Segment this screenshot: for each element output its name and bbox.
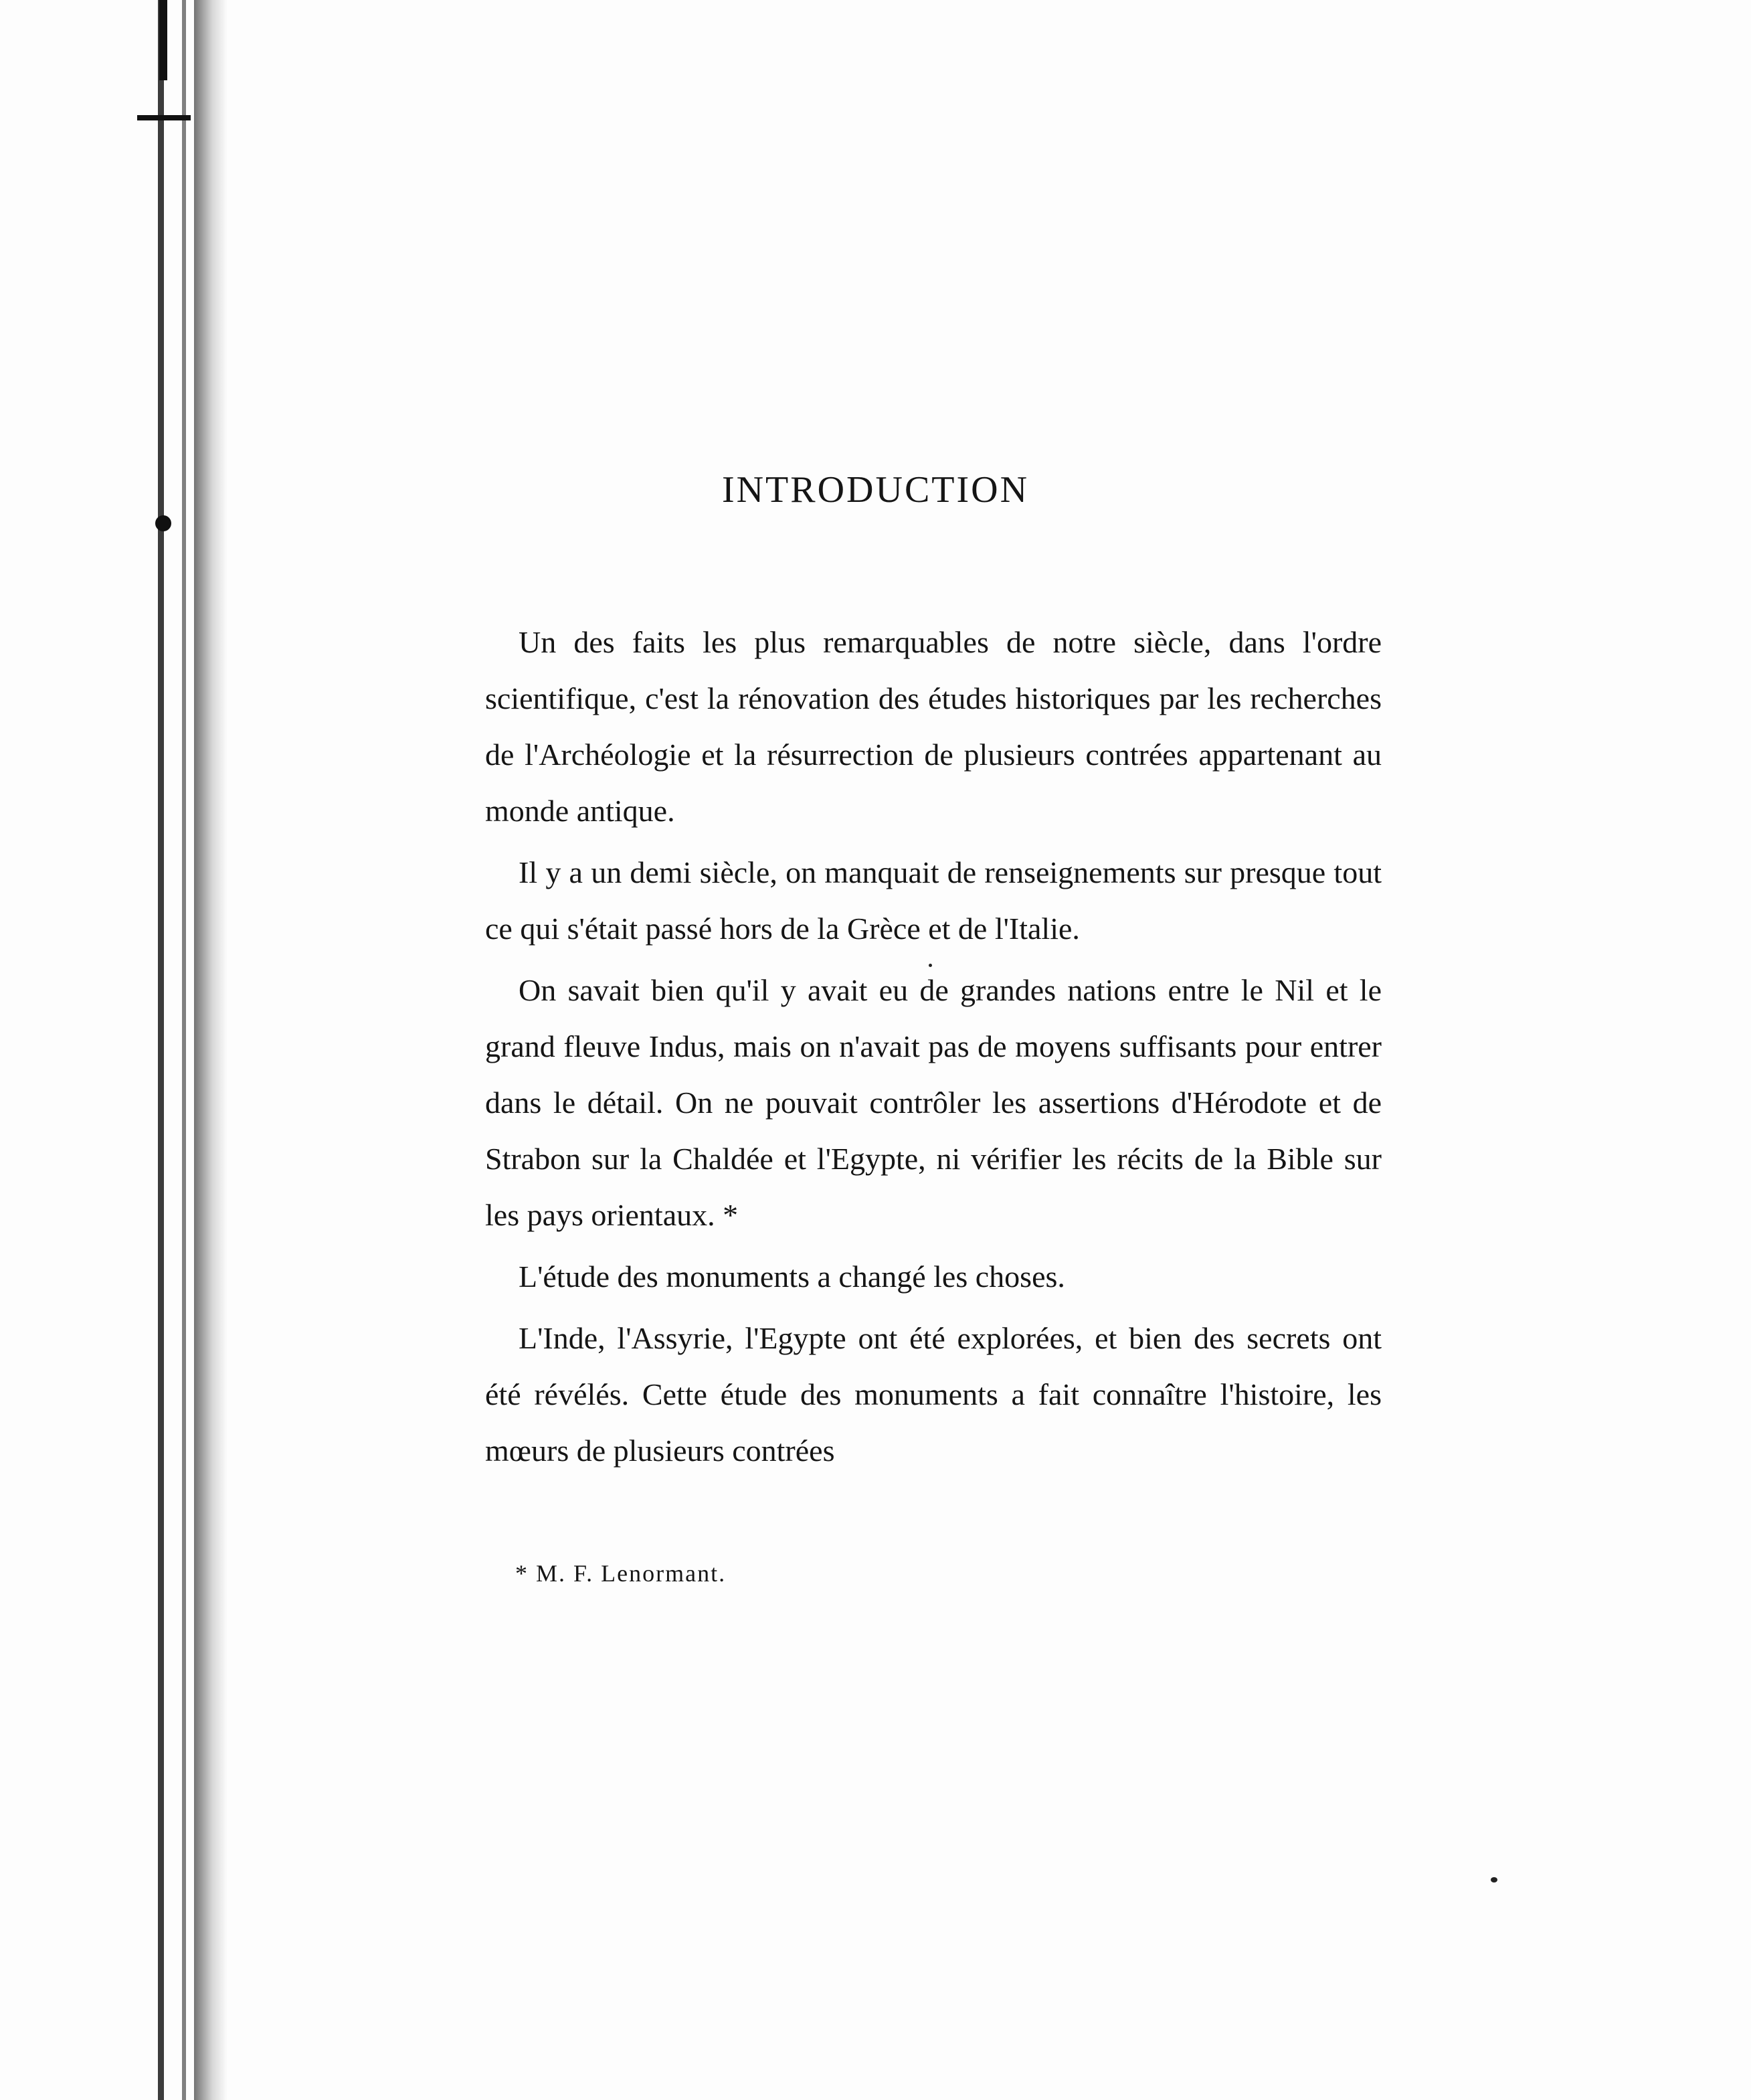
paragraph: On savait bien qu'il y avait eu de grandes nations entre le Nil et le grand fleuve Indus, mais on n'avait pas de moyens suffisants pour entrer dans le détail. On ne pouvait contrôler les assertions d'Hérodote et de Strabon sur la Chaldée et l'Egypte, ni vérifier les récits de la Bible sur les pays orientaux. * (485, 973, 1382, 1232)
binding-mark (159, 0, 167, 80)
body-text (485, 614, 1382, 1479)
binding-line (182, 0, 186, 2100)
footnote: * M. F. Lenormant. (515, 1560, 727, 1587)
page-title: INTRODUCTION (721, 469, 1030, 511)
paragraph: L'Inde, l'Assyrie, l'Egypte ont été explorées, et bien des secrets ont été révélés. Cette étude des monuments a fait connaître l'histoire, les mœurs de plusieurs contrées (485, 1321, 1382, 1468)
binding-shadow (194, 0, 227, 2100)
binding-line (158, 0, 164, 2100)
paragraph: Un des faits les plus remarquables de notre siècle, dans l'ordre scientifique, c'est la rénovation des études historiques par les recherches de l'Archéologie et la résurrection de plusieurs contrées appartenant au monde antique. (485, 625, 1382, 828)
binding-mark (155, 515, 171, 531)
paragraph: Il y a un demi siècle, on manquait de renseignements sur presque tout ce qui s'était passé hors de la Grèce et de l'Italie. (485, 855, 1382, 946)
paragraph: L'étude des monuments a changé les choses. (519, 1259, 1065, 1294)
binding-mark (137, 115, 191, 120)
scan-speck (1491, 1877, 1497, 1883)
binding-edge (0, 0, 241, 2100)
